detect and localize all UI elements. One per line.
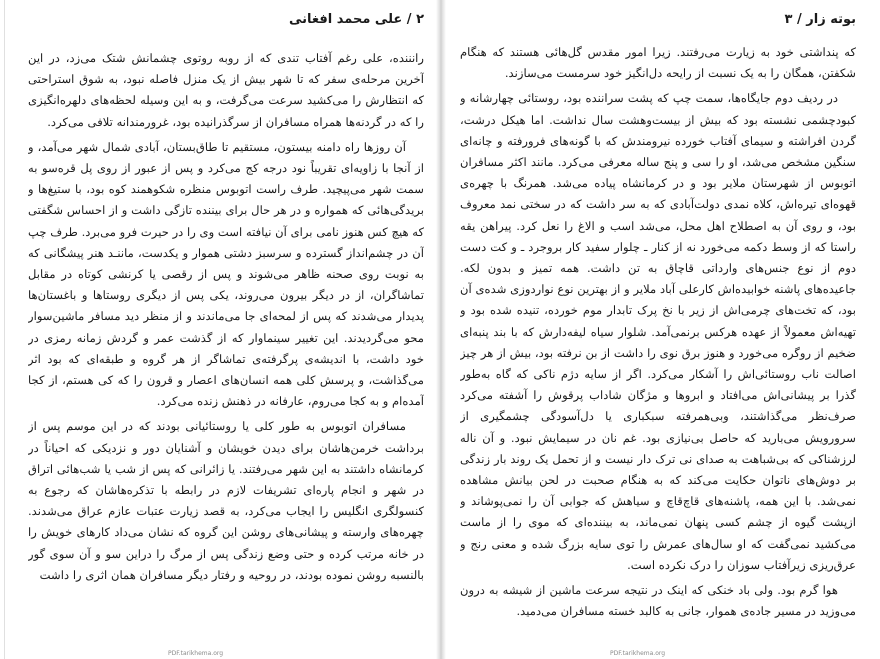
paragraph: که پنداشتی خود به زیارت می‌رفتند. زیرا امور مقدس گل‌هائی هستند که هنگام شکفتن، همگان را به یک نسبت از رایحه دل‌انگیز خود سرمست می‌سازند.	[460, 45, 856, 81]
paragraph: در ردیف دوم جایگاه‌ها، سمت چپ که پشت سراننده بود، روستائی چهارشانه و کبودچشمی نشسته بود که بیش از بیست‌وهشت سال نداشت. اما هیکل درشت، گردن افراشته و سیمای آفتاب خورده نیرومندش که با گونه‌های فرورفته و چانه‌ای سنگین مشخص می‌شد، او را سی و پنج ساله معرفی می‌کرد. مانند اکثر مسافران اتوبوس از شهرستان ملایر بود و در کرمانشاه پیاده می‌شد. همرنگ با چهره‌ی قهوه‌ای تیره‌اش، کلاه نمدی دولت‌آبادی که به سر داشت که در سختی نمد معروف بود، و روی آن به اصطلاح اهل محل، می‌شد اسب و الاغ را نعل کرد. پیراهن یقه راستا که از وسط دکمه می‌خورد نه از کنار ـ چلوار سفید کار بروجرد ـ و کت دست دوم از نوع جنس‌های وارداتی قاچاق به تن داشت. همه تمیز و بدون لکه. جاعیده‌های پاشنه خوابیده‌اش کارعلی آباد ملایر و از بهترین نوع نواردوزی شده‌ی آن بود، که تخت‌های چرمی‌اش از زیر با نخ پرک تابدار موم خورده، تنیده شده بود و تهیه‌اش معمولاً از عهده هرکس برنمی‌آمد. شلوار سیاه لیفه‌دارش که با بند پنبه‌ای ضخیم از روگره می‌خورد و هنوز برق نوی را داشت از بن نرفته بود، بیش از هر چیز اصالت ناب روستائی‌اش را آشکار می‌کرد. اگر از سایه دژم ناکی که گاه به‌طور گذرا بر پیشانی‌اش می‌افتاد و ابروها و مژگان شاداب پرقوش را آشفته می‌کرد صرف‌نظر می‌گذاشتند، وبی‌همرفته سبکباری یا دل‌آسودگی چشمگیری از سرورویش می‌بارید که حاصل بی‌نیازی بود. غم نان در سیمایش نبود. و آن ناله لرزشناکی که بی‌شباهت به صدای نی ترک دار نیست و از تحمل یک روند بار زندگی بر دوش‌های ناتوان حکایت می‌کند که به هنگام صحبت در لحن بیانش مشاهده نمی‌شد. با این همه، پاشنه‌های قاچ‌قاچ و سیاهش که جوابی آن را نمی‌پوشاند و ازپشت گیوه از چشم کسی پنهان نمی‌ماند، به بیننده‌ای که موی را از ماست می‌کشید نمی‌گفت که او سال‌های عمرش را توی سایه بزرگ شده و معنی رنج و عرق‌ریزی زیرآفتاب سوزان را درک نکرده است.	[460, 91, 856, 572]
left-running-head: ۲ / علی محمد افغانی	[289, 12, 424, 27]
right-running-head: بوته زار / ۳	[784, 12, 856, 27]
paragraph: رانننده، علی رغم آفتاب تندی که از روبه روتوی چشمانش شتک می‌زد، در این آخرین مرحله‌ی سفر که تا شهر بیش از یک منزل فاصله نبود، به شوق استراحتی که انتظارش را می‌کشید سرعت می‌گرفت، و به این وسیله لحظه‌های دلهره‌انگیزی را که در گردنه‌ها همراه مسافران از سرگذرانیده بود، غرورمندانه تلافی می‌کرد.	[28, 51, 424, 129]
paragraph: هوا گرم بود. ولی باد خنکی که اینک در نتیجه سرعت ماشین از شیشه به درون می‌وزید در مسیر جاده‌ی هموار، جانی به کالبد خسته مسافران می‌دمید.	[460, 583, 856, 619]
book-gutter	[436, 0, 446, 659]
left-page-body	[28, 48, 424, 590]
paragraph: آن روزها راه دامنه بیستون، مستقیم تا طاق‌بستان، آبادی شمال شهر می‌آمد، و از آنجا با زاویه‌ای تقریباً نود درجه کج می‌کرد و پس از عبور از روی پل قره‌سو به سمت شهر می‌پیچید. طرف راست اتوبوس منظره شکوهمند کوه بود، با ستیغ‌ها و بریدگی‌هائی که همواره و در هر حال برای بیننده تازگی داشت و از احساس شگفتی که هیچ کس هنوز نامی برای آن نیافته است وی را در حیرت فرو می‌برد. طرف چپ آن در چشم‌انداز گسترده و سرسبز دشتی هموار و یکدست، ماننـد هنر پیشگانی که به نوبت روی صحنه ظاهر می‌شوند و پس از رقصی یا کرنشی کوتاه در مقابل تماشاگران، از در دیگر بیرون می‌روند، یکی پس از دیگری روستاها و باغستان‌ها پدیدار می‌شدند که پس از لمحه‌ای جا می‌ماندند و از منظر دید مسافر ماشین‌سوار محو می‌گردیدند. این تغییر سینماوار که از گذشت عمر و گردش زمانه رمزی در خود داشت، با اندیشه‌ی پرگرفته‌ی تماشاگر از هر گروه و طبقه‌ای که بود اثر می‌گذاشت، و پرسش کلی همه انسان‌های اعصار و قرون را که کی هستم، از کجا آمده‌ام و به کجا می‌روم، عارفانه در ذهنش زنده می‌کرد.	[28, 139, 424, 409]
right-footer: PDF.tarikhema.org	[610, 650, 666, 657]
left-footer: PDF.tarikhema.org	[168, 650, 224, 657]
right-page-body	[460, 42, 856, 626]
paragraph: مسافران اتوبوس به طور کلی یا روستائیانی بودند که در این موسم پس از برداشت خرمن‌هاشان برای دیدن خویشان و آشنایان دور و نزدیکی که احیاناً در کرمانشاه داشتند به این شهر می‌رفتند. یا زائرانی که پس از شب یا شب‌هائی اتراق در شهر و انجام پاره‌ای تشریفات لازم در رابطه با تذکره‌هاشان که رجوع به کنسولگری انگلیس را ایجاب می‌کرد، به قصد زیارت عتبات عازم عراق می‌شدند. چهره‌های وارسته و پیشانی‌های روشن این گروه که نشان می‌داد کارهای خویش را در خانه مرتب کرده و حتی وضع زندگی پس از مرگ را دراین سو و آن سوی گور بالنسبه روشن نموده بودند، در روحیه و رفتار دیگر مسافران همان اثری را داشت	[28, 419, 424, 582]
page-edge-left	[4, 0, 5, 659]
right-page	[460, 0, 856, 659]
left-page	[28, 0, 424, 659]
